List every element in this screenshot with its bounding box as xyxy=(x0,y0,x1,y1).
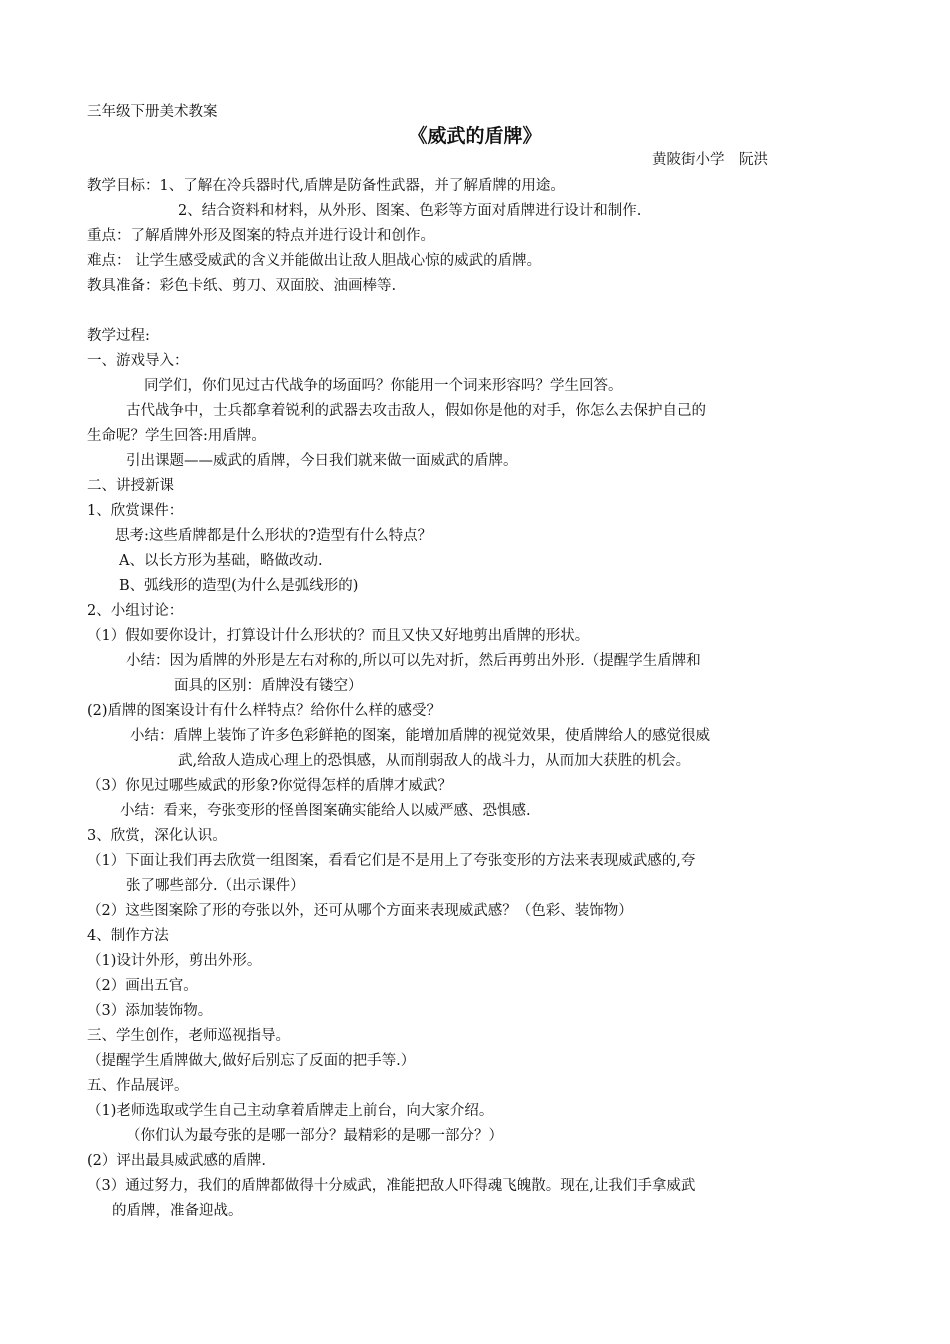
s2-1-think: 思考:这些盾牌都是什么形状的?造型有什么特点？ xyxy=(115,528,433,544)
goal-1: 教学目标：1、了解在冷兵器时代,盾牌是防备性武器，并了解盾牌的用途。 xyxy=(87,178,565,194)
s2-2-question-1: （1）假如要你设计，打算设计什么形状的？而且又快又好地剪出盾牌的形状。 xyxy=(87,628,590,644)
goal-2: 2、结合资料和材料，从外形、图案、色彩等方面对盾牌进行设计和制作. xyxy=(178,203,642,219)
s5-item-2: (2）评出最具威武感的盾牌. xyxy=(87,1153,266,1169)
s2-item-4: 4、制作方法 xyxy=(87,928,169,944)
s5-item-3a: （3）通过努力，我们的盾牌都做得十分威武，准能把敌人吓得魂飞魄散。现在,让我们手拿威武 xyxy=(87,1178,696,1194)
s2-4-step-3: （3）添加装饰物。 xyxy=(87,1003,213,1019)
s2-item-1: 1、欣赏课件： xyxy=(87,503,184,519)
s2-2-question-3: （3）你见过哪些威武的形象?你觉得怎样的盾牌才威武？ xyxy=(87,778,452,794)
s5-item-3b: 的盾牌，准备迎战。 xyxy=(112,1203,243,1219)
subject-label: 三年级下册美术教案 xyxy=(87,104,218,120)
s2-2-summary-3: 小结：看来，夸张变形的怪兽图案确实能给人以威严感、恐惧感. xyxy=(120,803,531,819)
s1-paragraph-2b: 生命呢？学生回答:用盾牌。 xyxy=(87,428,266,444)
s2-4-step-2: （2）画出五官。 xyxy=(87,978,198,994)
s2-2-summary-2b: 武,给敌人造成心理上的恐惧感，从而削弱敌人的战斗力，从而加大获胜的机会。 xyxy=(178,753,691,769)
s2-item-3: 3、欣赏，深化认识。 xyxy=(87,828,227,844)
s5-item-1-question: （你们认为最夸张的是哪一部分？最精彩的是哪一部分？） xyxy=(126,1128,503,1144)
key-point: 重点：了解盾牌外形及图案的特点并进行设计和创作。 xyxy=(87,228,435,244)
lesson-title: 《威武的盾牌》 xyxy=(408,125,542,147)
s2-1-answer-b: B、弧线形的造型(为什么是弧线形的) xyxy=(119,578,359,594)
s2-item-2: 2、小组讨论： xyxy=(87,603,184,619)
section-1-title: 一、游戏导入： xyxy=(87,353,189,369)
s2-1-answer-a: A、以长方形为基础，略做改动. xyxy=(119,553,323,569)
section-2-title: 二、讲授新课 xyxy=(87,478,174,494)
s1-paragraph-3: 引出课题——威武的盾牌，今日我们就来做一面威武的盾牌。 xyxy=(126,453,518,469)
difficulty: 难点： 让学生感受威武的含义并能做出让敌人胆战心惊的威武的盾牌。 xyxy=(87,253,542,269)
process-title: 教学过程: xyxy=(87,328,150,344)
s2-2-question-2: (2)盾牌的图案设计有什么样特点？给你什么样的感受？ xyxy=(87,703,442,719)
s2-2-summary-1b: 面具的区别：盾牌没有镂空） xyxy=(174,678,363,694)
s1-paragraph-1: 同学们，你们见过古代战争的场面吗？你能用一个词来形容吗？学生回答。 xyxy=(144,378,623,394)
s1-paragraph-2a: 古代战争中，士兵都拿着锐利的武器去攻击敌人，假如你是他的对手，你怎么去保护自己的 xyxy=(126,403,706,419)
author-line: 黄陂街小学 阮洪 xyxy=(652,152,768,168)
materials: 教具准备：彩色卡纸、剪刀、双面胶、油画棒等. xyxy=(87,278,397,294)
s2-3-point-1b: 张了哪些部分.（出示课件） xyxy=(126,878,305,894)
s2-2-summary-1a: 小结：因为盾牌的外形是左右对称的,所以可以先对折，然后再剪出外形.（提醒学生盾牌和 xyxy=(126,653,701,669)
s2-3-point-1a: （1）下面让我们再去欣赏一组图案，看看它们是不是用上了夸张变形的方法来表现威武感的,夸 xyxy=(87,853,696,869)
s2-3-point-2: （2）这些图案除了形的夸张以外，还可从哪个方面来表现威武感？（色彩、装饰物） xyxy=(87,903,633,919)
section-5-title: 五、作品展评。 xyxy=(87,1078,189,1094)
section-3-title: 三、学生创作，老师巡视指导。 xyxy=(87,1028,290,1044)
s2-2-summary-2a: 小结：盾牌上装饰了许多色彩鲜艳的图案，能增加盾牌的视觉效果，使盾牌给人的感觉很威 xyxy=(130,728,710,744)
s5-item-1: （1)老师选取或学生自己主动拿着盾牌走上前台，向大家介绍。 xyxy=(87,1103,494,1119)
section-3-note: （提醒学生盾牌做大,做好后别忘了反面的把手等.） xyxy=(87,1053,416,1069)
s2-4-step-1: （1)设计外形，剪出外形。 xyxy=(87,953,262,969)
